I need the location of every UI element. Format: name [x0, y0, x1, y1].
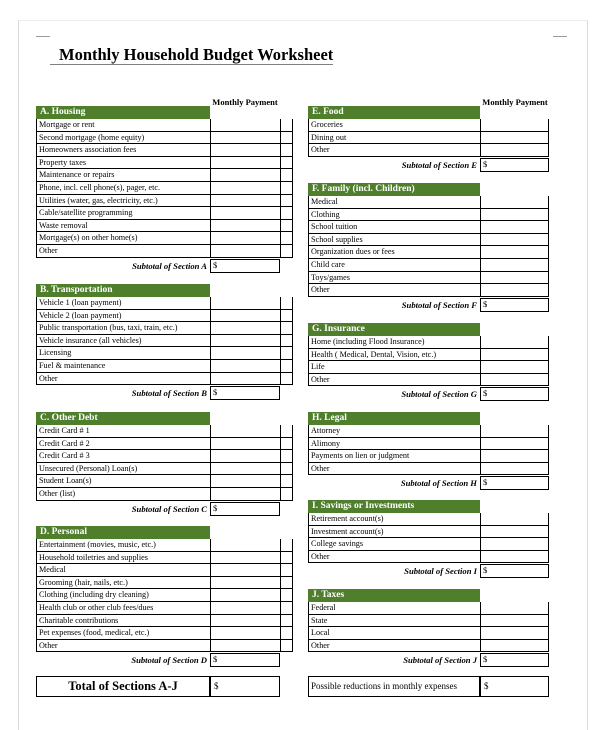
- page-title: Monthly Household Budget Worksheet: [59, 45, 334, 64]
- row-label: Other: [308, 551, 480, 564]
- row-label: Vehicle 1 (loan payment): [36, 297, 210, 310]
- monthly-payment-field[interactable]: [480, 272, 549, 285]
- monthly-payment-field[interactable]: [210, 564, 280, 577]
- subtotal-amount-field[interactable]: [480, 564, 549, 578]
- extra-field[interactable]: [280, 552, 293, 565]
- extra-field[interactable]: [280, 220, 293, 233]
- total-sections-amount-field[interactable]: [210, 676, 280, 697]
- row-label: Clothing: [308, 209, 480, 222]
- currency-sign: $: [213, 259, 218, 270]
- extra-field[interactable]: [280, 488, 293, 501]
- monthly-payment-field[interactable]: [210, 144, 280, 157]
- row-label: Groceries: [308, 119, 480, 132]
- extra-field[interactable]: [280, 245, 293, 258]
- row-label: Other: [36, 373, 210, 386]
- monthly-payment-field[interactable]: [480, 602, 549, 615]
- monthly-payment-field[interactable]: [480, 284, 549, 297]
- monthly-payment-field[interactable]: [210, 232, 280, 245]
- row-label: Other: [308, 463, 480, 476]
- extra-field[interactable]: [280, 589, 293, 602]
- extra-field[interactable]: [280, 322, 293, 335]
- monthly-payment-field[interactable]: [210, 322, 280, 335]
- extra-field[interactable]: [280, 438, 293, 451]
- extra-field[interactable]: [280, 627, 293, 640]
- extra-field[interactable]: [280, 232, 293, 245]
- monthly-payment-field[interactable]: [210, 132, 280, 145]
- subtotal-amount-field[interactable]: [480, 158, 549, 172]
- row-label: Credit Card # 1: [36, 425, 210, 438]
- row-label: Investment account(s): [308, 526, 480, 539]
- top-right-rule: [553, 36, 567, 37]
- extra-field[interactable]: [280, 169, 293, 182]
- currency-sign: $: [213, 654, 218, 665]
- row-label: Second mortgage (home equity): [36, 132, 210, 145]
- currency-sign: $: [214, 681, 219, 691]
- extra-field[interactable]: [280, 373, 293, 386]
- row-label: Credit Card # 2: [36, 438, 210, 451]
- row-label: Alimony: [308, 438, 480, 451]
- row-label: Dining out: [308, 132, 480, 145]
- section-header: A. Housing: [36, 106, 210, 119]
- monthly-payment-field[interactable]: [480, 640, 549, 653]
- monthly-payment-field[interactable]: [480, 513, 549, 526]
- monthly-payment-field[interactable]: [480, 196, 549, 209]
- top-left-rule: [36, 36, 50, 37]
- total-sections-text: Total of Sections A-J: [68, 679, 178, 693]
- row-label: Home (including Flood Insurance): [308, 336, 480, 349]
- extra-field[interactable]: [280, 615, 293, 628]
- row-label: Vehicle insurance (all vehicles): [36, 335, 210, 348]
- total-sections-label: [36, 676, 210, 697]
- monthly-payment-field[interactable]: [210, 157, 280, 170]
- extra-field[interactable]: [280, 297, 293, 310]
- monthly-payment-field[interactable]: [210, 640, 280, 653]
- row-label: Local: [308, 627, 480, 640]
- monthly-payment-field[interactable]: [210, 297, 280, 310]
- monthly-payment-field[interactable]: [210, 577, 280, 590]
- monthly-payment-field[interactable]: [210, 310, 280, 323]
- extra-field[interactable]: [280, 310, 293, 323]
- extra-field[interactable]: [280, 463, 293, 476]
- monthly-payment-field[interactable]: [480, 119, 549, 132]
- row-label: School tuition: [308, 221, 480, 234]
- row-label: Student Loan(s): [36, 475, 210, 488]
- monthly-payment-field[interactable]: [480, 209, 549, 222]
- subtotal-label: Subtotal of Section G: [401, 389, 477, 400]
- row-label: Charitable contributions: [36, 615, 210, 628]
- row-label: State: [308, 615, 480, 628]
- row-label: Licensing: [36, 347, 210, 360]
- monthly-payment-field[interactable]: [480, 144, 549, 157]
- extra-field[interactable]: [280, 640, 293, 653]
- monthly-payment-field[interactable]: [480, 349, 549, 362]
- subtotal-label: Subtotal of Section C: [131, 503, 207, 514]
- row-label: Household toiletries and supplies: [36, 552, 210, 565]
- subtotal-label: Subtotal of Section D: [131, 655, 207, 666]
- monthly-payment-field[interactable]: [480, 234, 549, 247]
- monthly-payment-field[interactable]: [480, 615, 549, 628]
- monthly-payment-field[interactable]: [210, 615, 280, 628]
- section-header: C. Other Debt: [36, 412, 210, 425]
- subtotal-label: Subtotal of Section F: [401, 299, 477, 310]
- row-label: Attorney: [308, 425, 480, 438]
- monthly-payment-field[interactable]: [210, 450, 280, 463]
- monthly-payment-field[interactable]: [210, 627, 280, 640]
- monthly-payment-field[interactable]: [210, 169, 280, 182]
- subtotal-label: Subtotal of Section B: [131, 388, 207, 399]
- row-label: Clothing (including dry cleaning): [36, 589, 210, 602]
- section-header: B. Transportation: [36, 284, 210, 297]
- monthly-payment-field[interactable]: [210, 220, 280, 233]
- section-header: I. Savings or Investments: [308, 500, 480, 513]
- monthly-payment-field[interactable]: [210, 373, 280, 386]
- row-label: Child care: [308, 259, 480, 272]
- monthly-payment-field[interactable]: [210, 195, 280, 208]
- row-label: Other: [308, 284, 480, 297]
- currency-sign: $: [483, 388, 488, 399]
- extra-field[interactable]: [280, 132, 293, 145]
- extra-field[interactable]: [280, 347, 293, 360]
- row-label: Other: [36, 245, 210, 258]
- monthly-payment-field[interactable]: [210, 463, 280, 476]
- section-header: J. Taxes: [308, 589, 480, 602]
- section-header: F. Family (incl. Children): [308, 183, 480, 196]
- currency-sign: $: [483, 158, 488, 169]
- row-label: Property taxes: [36, 157, 210, 170]
- monthly-payment-field[interactable]: [480, 336, 549, 349]
- monthly-payment-field[interactable]: [480, 361, 549, 374]
- subtotal-amount-field[interactable]: [210, 386, 280, 400]
- subtotal-amount-field[interactable]: [480, 653, 549, 667]
- monthly-payment-field[interactable]: [210, 425, 280, 438]
- extra-field[interactable]: [280, 425, 293, 438]
- row-label: Other: [308, 144, 480, 157]
- monthly-payment-field[interactable]: [210, 347, 280, 360]
- row-label: Unsecured (Personal) Loan(s): [36, 463, 210, 476]
- monthly-payment-field[interactable]: [480, 627, 549, 640]
- row-label: College savings: [308, 538, 480, 551]
- currency-sign: $: [483, 298, 488, 309]
- extra-field[interactable]: [280, 144, 293, 157]
- monthly-payment-field[interactable]: [480, 259, 549, 272]
- extra-field[interactable]: [280, 157, 293, 170]
- subtotal-label: Subtotal of Section J: [403, 655, 477, 666]
- subtotal-label: Subtotal of Section I: [404, 566, 477, 577]
- row-label: Mortgage or rent: [36, 119, 210, 132]
- currency-sign: $: [484, 681, 489, 691]
- row-label: Other (list): [36, 488, 210, 501]
- row-label: Entertainment (movies, music, etc.): [36, 539, 210, 552]
- subtotal-label: Subtotal of Section H: [400, 478, 477, 489]
- monthly-payment-field[interactable]: [210, 245, 280, 258]
- row-label: Pet expenses (food, medical, etc.): [36, 627, 210, 640]
- section-header: G. Insurance: [308, 323, 480, 336]
- row-label: Homeowners association fees: [36, 144, 210, 157]
- row-label: Other: [308, 374, 480, 387]
- row-label: Health ( Medical, Dental, Vision, etc.): [308, 349, 480, 362]
- row-label: Life: [308, 361, 480, 374]
- row-label: Toys/games: [308, 272, 480, 285]
- row-label: Maintenance or repairs: [36, 169, 210, 182]
- row-label: Utilities (water, gas, electricity, etc.): [36, 195, 210, 208]
- monthly-payment-field[interactable]: [480, 425, 549, 438]
- possible-reductions-label: [308, 676, 480, 697]
- monthly-payment-field[interactable]: [480, 538, 549, 551]
- row-label: Phone, incl. cell phone(s), pager, etc.: [36, 182, 210, 195]
- row-label: Waste removal: [36, 220, 210, 233]
- monthly-payment-field[interactable]: [210, 119, 280, 132]
- row-label: Grooming (hair, nails, etc.): [36, 577, 210, 590]
- monthly-payment-field[interactable]: [210, 360, 280, 373]
- monthly-payment-field[interactable]: [210, 552, 280, 565]
- possible-reductions-text: Possible reductions in monthly expenses: [311, 681, 457, 691]
- monthly-payment-field[interactable]: [480, 374, 549, 387]
- extra-field[interactable]: [280, 475, 293, 488]
- monthly-payment-field[interactable]: [480, 438, 549, 451]
- currency-sign: $: [213, 502, 218, 513]
- monthly-payment-field[interactable]: [210, 539, 280, 552]
- extra-field[interactable]: [280, 450, 293, 463]
- section-header: E. Food: [308, 106, 480, 119]
- subtotal-amount-field[interactable]: [480, 476, 549, 490]
- row-label: Fuel & maintenance: [36, 360, 210, 373]
- row-label: Other: [36, 640, 210, 653]
- row-label: Medical: [36, 564, 210, 577]
- extra-field[interactable]: [280, 182, 293, 195]
- subtotal-amount-field[interactable]: [210, 259, 280, 273]
- monthly-payment-field[interactable]: [480, 450, 549, 463]
- subtotal-label: Subtotal of Section E: [401, 159, 477, 170]
- column-header-monthly-payment-left: Monthly Payment: [212, 97, 278, 107]
- section-header: D. Personal: [36, 526, 210, 539]
- row-label: Other: [308, 640, 480, 653]
- monthly-payment-field[interactable]: [480, 246, 549, 259]
- monthly-payment-field[interactable]: [210, 602, 280, 615]
- subtotal-amount-field[interactable]: [210, 502, 280, 516]
- monthly-payment-field[interactable]: [480, 463, 549, 476]
- row-label: Medical: [308, 196, 480, 209]
- row-label: Organization dues or fees: [308, 246, 480, 259]
- monthly-payment-field[interactable]: [210, 488, 280, 501]
- possible-reductions-amount-field[interactable]: [480, 676, 549, 697]
- currency-sign: $: [483, 477, 488, 488]
- monthly-payment-field[interactable]: [210, 207, 280, 220]
- row-label: Credit Card # 3: [36, 450, 210, 463]
- extra-field[interactable]: [280, 119, 293, 132]
- subtotal-amount-field[interactable]: [480, 387, 549, 401]
- row-label: Federal: [308, 602, 480, 615]
- row-label: Payments on lien or judgment: [308, 450, 480, 463]
- subtotal-amount-field[interactable]: [480, 298, 549, 312]
- monthly-payment-field[interactable]: [480, 526, 549, 539]
- subtotal-label: Subtotal of Section A: [132, 260, 207, 271]
- currency-sign: $: [483, 654, 488, 665]
- monthly-payment-field[interactable]: [210, 475, 280, 488]
- row-label: Health club or other club fees/dues: [36, 602, 210, 615]
- title-underline: [50, 64, 333, 65]
- extra-field[interactable]: [280, 564, 293, 577]
- monthly-payment-field[interactable]: [480, 132, 549, 145]
- row-label: Retirement account(s): [308, 513, 480, 526]
- extra-field[interactable]: [280, 577, 293, 590]
- row-label: Public transportation (bus, taxi, train, etc.): [36, 322, 210, 335]
- column-header-monthly-payment-right: Monthly Payment: [482, 97, 548, 107]
- extra-field[interactable]: [280, 602, 293, 615]
- subtotal-amount-field[interactable]: [210, 653, 280, 667]
- extra-field[interactable]: [280, 207, 293, 220]
- monthly-payment-field[interactable]: [210, 589, 280, 602]
- extra-field[interactable]: [280, 539, 293, 552]
- monthly-payment-field[interactable]: [480, 221, 549, 234]
- extra-field[interactable]: [280, 195, 293, 208]
- monthly-payment-field[interactable]: [210, 335, 280, 348]
- row-label: Mortgage(s) on other home(s): [36, 232, 210, 245]
- row-label: Cable/satellite programming: [36, 207, 210, 220]
- row-label: School supplies: [308, 234, 480, 247]
- monthly-payment-field[interactable]: [480, 551, 549, 564]
- row-label: Vehicle 2 (loan payment): [36, 310, 210, 323]
- monthly-payment-field[interactable]: [210, 182, 280, 195]
- monthly-payment-field[interactable]: [210, 438, 280, 451]
- section-header: H. Legal: [308, 412, 480, 425]
- currency-sign: $: [483, 565, 488, 576]
- extra-field[interactable]: [280, 335, 293, 348]
- extra-field[interactable]: [280, 360, 293, 373]
- currency-sign: $: [213, 387, 218, 398]
